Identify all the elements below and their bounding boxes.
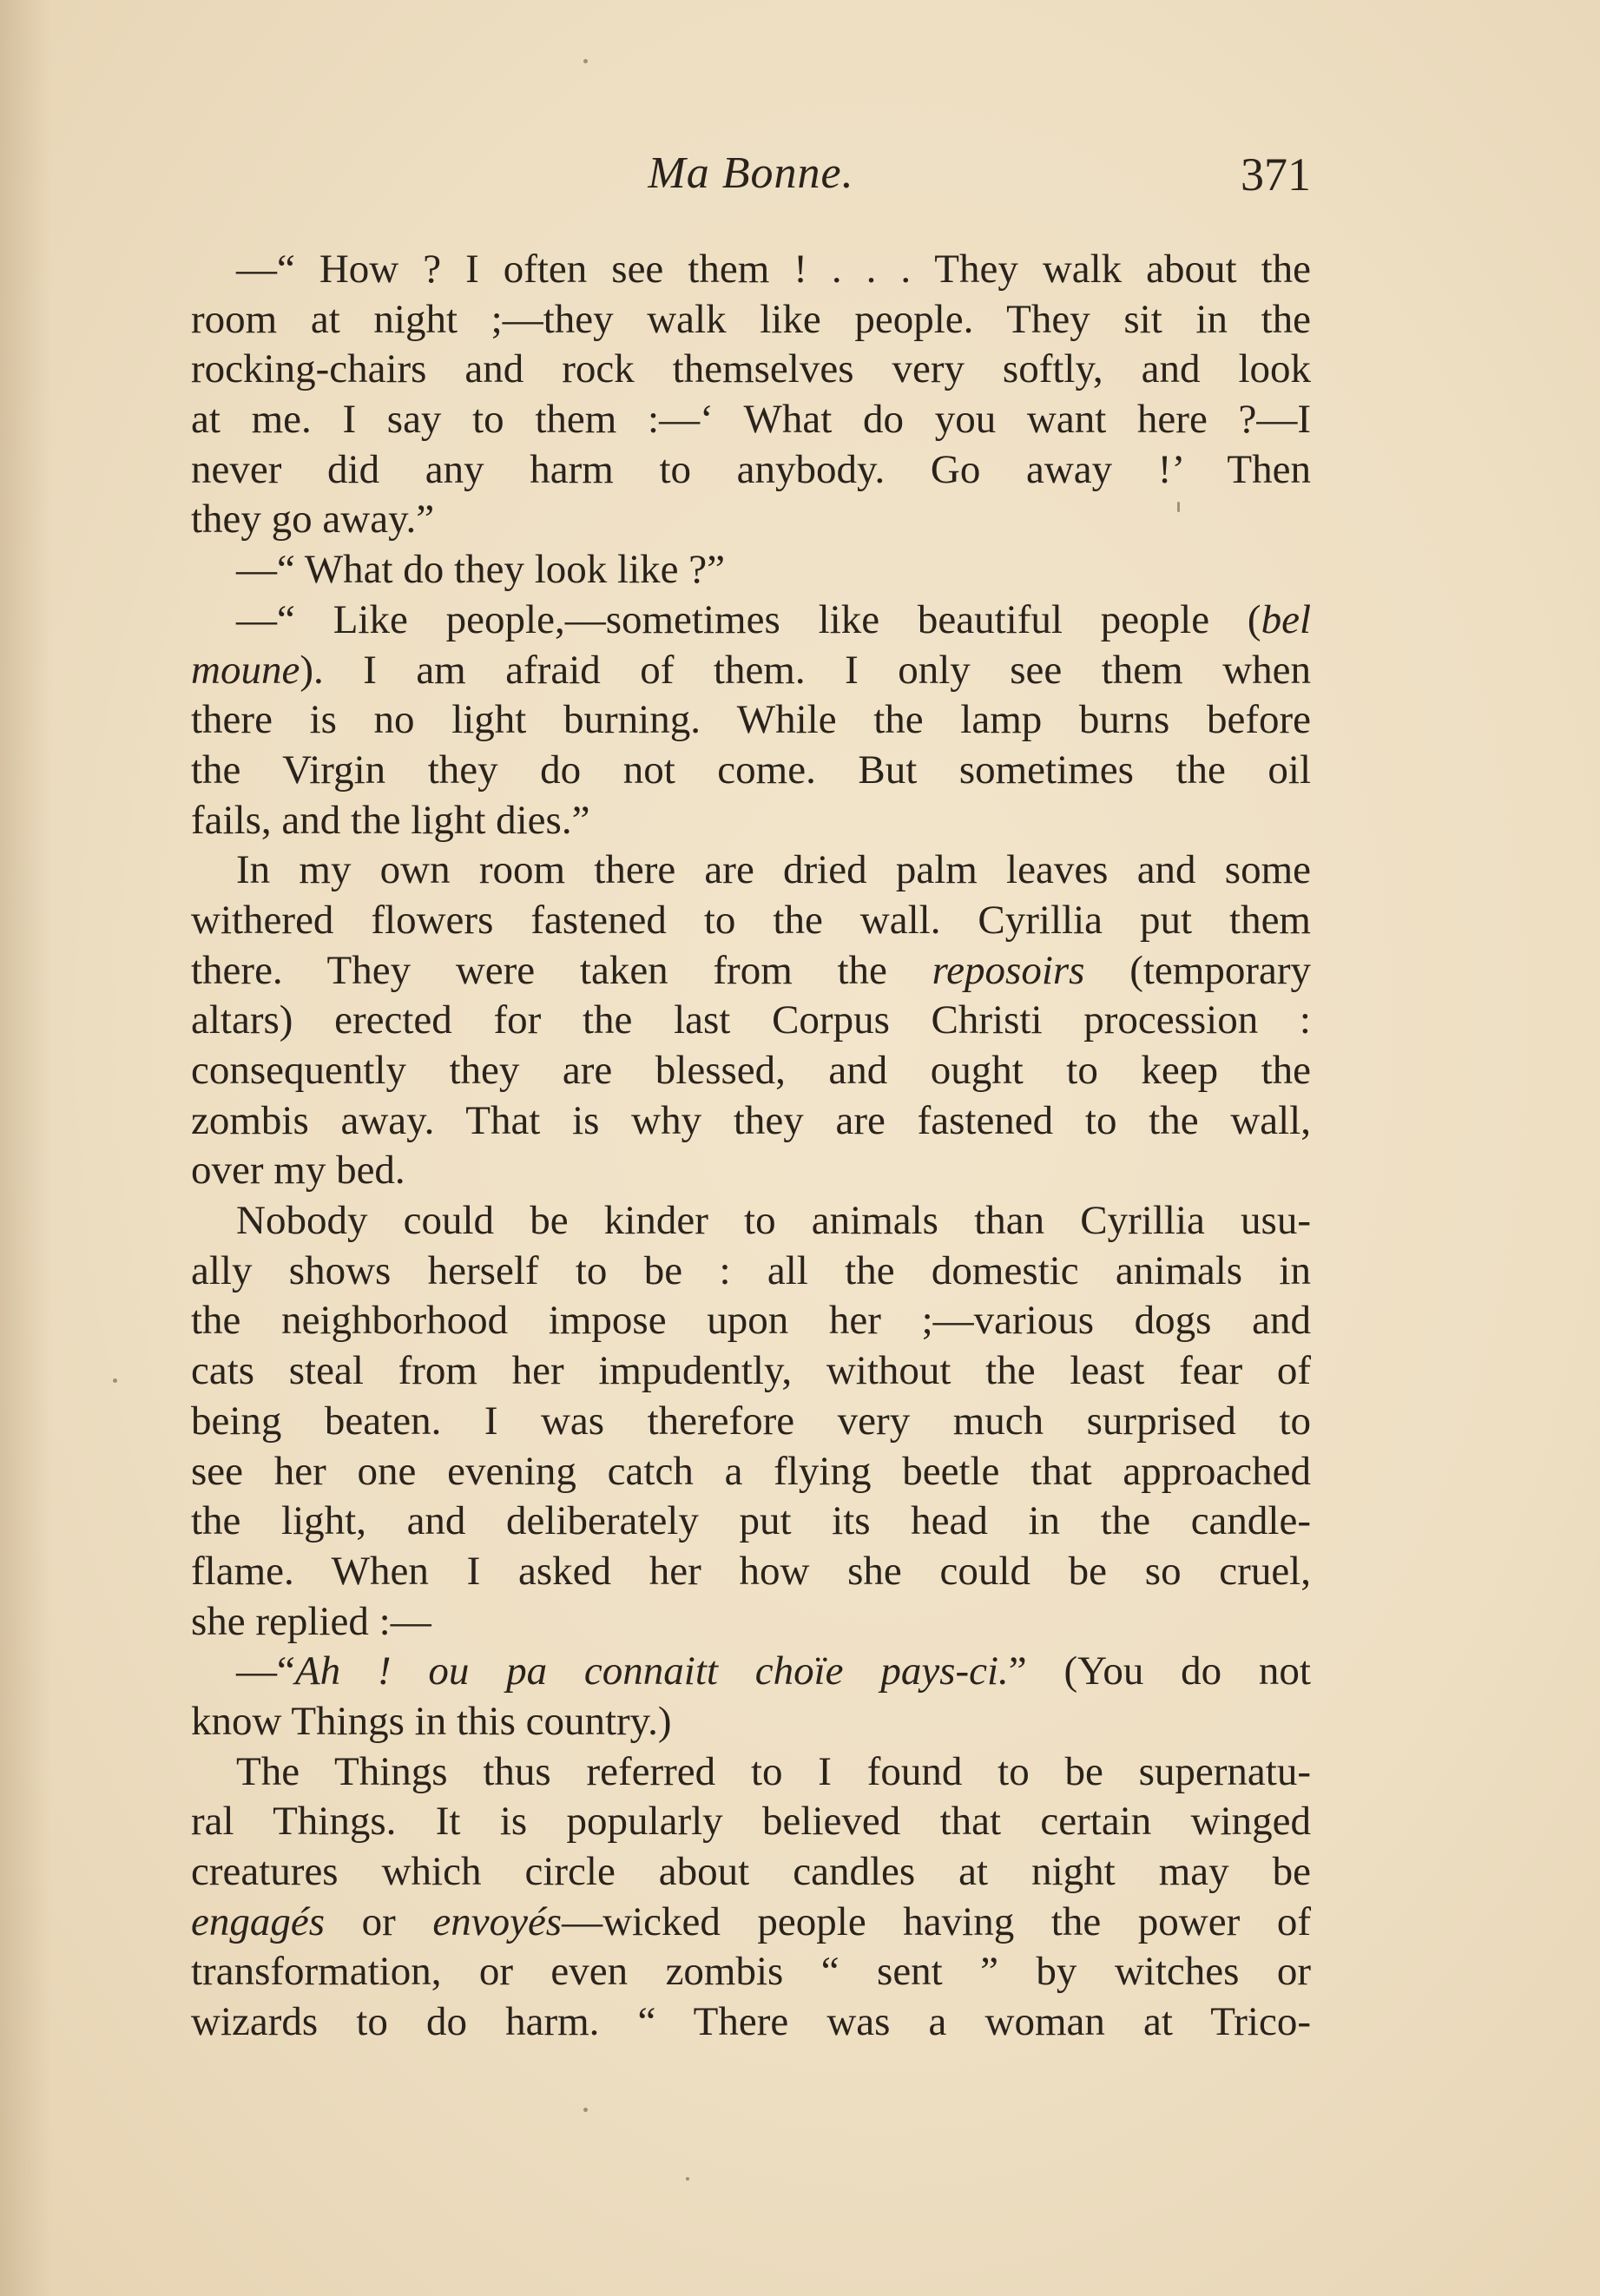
text-line: —“ What do they look like ?” — [236, 547, 725, 593]
text-line: consequently they are blessed, and ought to keep the — [191, 1048, 1311, 1093]
text-line: the light, and deliberately put its head in the candle- — [191, 1498, 1311, 1544]
text-line: fails, and the light dies.” — [191, 797, 590, 843]
text-run: (temporary — [1084, 947, 1312, 993]
text-line: there is no light burning. While the lamp burns before — [191, 697, 1311, 743]
text-line — [191, 1647, 1311, 1697]
text-line: flame. When I asked her how she could be so cruel, — [191, 1548, 1311, 1594]
text-line: room at night ;—they walk like people. They sit in the — [191, 296, 1311, 342]
text-line: know Things in this country.) — [191, 1698, 672, 1744]
text-run: or — [325, 1898, 433, 1944]
text-run: —“ Like people,—sometimes like beautiful people ( — [236, 596, 1261, 642]
text-line — [191, 1898, 1311, 1948]
running-title: Ma Bonne. — [648, 148, 854, 198]
italic-run: envoyés — [432, 1898, 563, 1944]
italic-run: bel — [1261, 596, 1311, 642]
text-line: zombis away. That is why they are fastened to the wall, — [191, 1097, 1311, 1143]
text-line: they go away.” — [191, 497, 435, 543]
text-line: never did any harm to anybody. Go away !’ Then — [191, 446, 1311, 492]
paper-speck — [686, 2177, 689, 2181]
spine-shadow — [0, 0, 52, 2296]
text-run: there. They were taken from the — [191, 947, 932, 993]
text-line: the Virgin they do not come. But sometimes the oil — [191, 747, 1311, 793]
text-line — [191, 946, 1311, 997]
italic-run: engagés — [191, 1898, 326, 1944]
text-run: ” (You do not — [1008, 1648, 1311, 1694]
text-line: cats steal from her impudently, without the least fear of — [191, 1348, 1311, 1394]
text-line: ally shows herself to be : all the domestic animals in — [191, 1247, 1311, 1293]
text-line: the neighborhood impose upon her ;—various dogs and — [191, 1298, 1311, 1344]
italic-run: Ah ! ou pa connaitt choïe pays-ci. — [294, 1648, 1009, 1694]
text-line: ral Things. It is popularly believed that certain winged — [191, 1799, 1311, 1845]
text-line: altars) erected for the last Corpus Christi procession : — [191, 997, 1311, 1043]
text-line — [191, 646, 1311, 696]
text-line: rocking-chairs and rock themselves very softly, and look — [191, 346, 1311, 392]
text-line: she replied :— — [191, 1598, 431, 1644]
text-line: transformation, or even zombis “ sent ” by witches or — [191, 1949, 1311, 1995]
text-line: withered flowers fastened to the wall. Cyrillia put them — [191, 897, 1311, 943]
page-header — [191, 148, 1311, 208]
text-line: wizards to do harm. “ There was a woman at Trico- — [191, 1999, 1311, 2045]
italic-run: reposoirs — [932, 947, 1085, 993]
text-line: In my own room there are dried palm leaves and some — [236, 847, 1311, 893]
paper-speck — [583, 59, 588, 63]
text-line — [191, 595, 1311, 646]
text-line: —“ How ? I often see them ! . . . They walk about the — [236, 247, 1311, 292]
text-line: at me. I say to them :—‘ What do you want here ?—I — [191, 397, 1311, 443]
page-number: 371 — [1241, 148, 1311, 201]
text-run: —wicked people having the power of — [562, 1898, 1311, 1944]
text-line: see her one evening catch a flying beetle that approached — [191, 1448, 1311, 1494]
text-run: —“ — [236, 1648, 295, 1694]
text-line: Nobody could be kinder to animals than Cyrillia usu- — [236, 1198, 1311, 1244]
text-run: ). I am afraid of them. I only see them when — [300, 647, 1311, 693]
paper-speck — [583, 2108, 588, 2112]
paper-speck — [113, 1378, 117, 1383]
text-line: being beaten. I was therefore very much surprised to — [191, 1398, 1311, 1444]
text-line: over my bed. — [191, 1148, 405, 1194]
text-line: The Things thus referred to I found to be supernatu- — [236, 1748, 1311, 1794]
italic-run: moune — [191, 647, 300, 693]
page-body — [191, 245, 1311, 2048]
text-line: creatures which circle about candles at night may be — [191, 1849, 1311, 1894]
